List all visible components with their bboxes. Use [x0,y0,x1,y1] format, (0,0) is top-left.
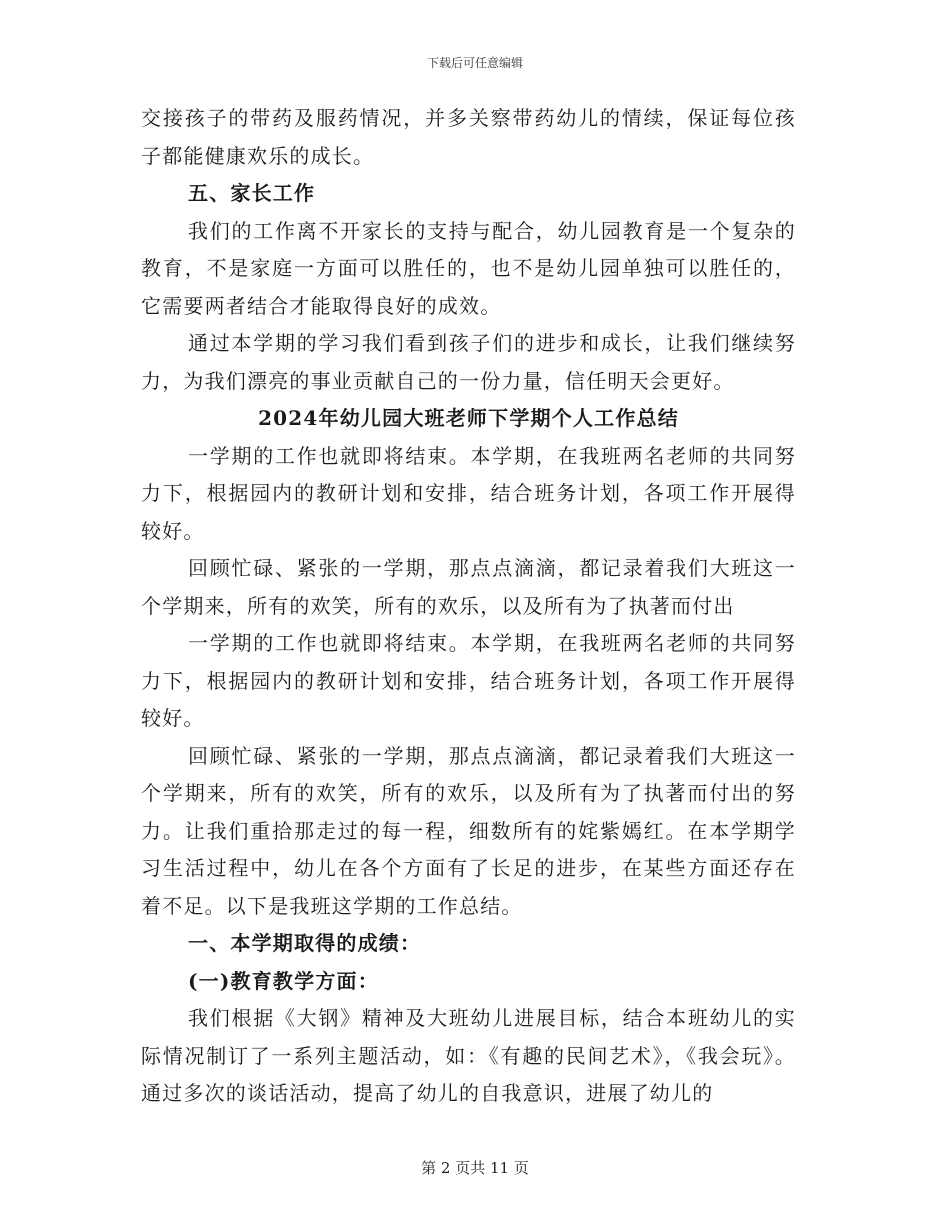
subsection-heading-teaching: (一)教育教学方面： [188,968,379,993]
section-heading-achievements: 一、本学期取得的成绩： [188,931,422,955]
paragraph-semester-progress: 通过本学期的学习我们看到孩子们的进步和成长，让我们继续努力，为我们漂亮的事业贡献自己的一份力量，信任明天会更好。 [141,331,796,393]
paragraph-review-full: 回顾忙碌、紧张的一学期，那点点滴滴，都记录着我们大班这一个学期来，所有的欢笑，所有的欢乐，以及所有为了执著而付出的努力。让我们重拾那走过的每一程，细数所有的姹紫嫣红。在本学期学习生活过程中，幼儿在各个方面有了长足的进步，在某些方面还存在着不足。以下是我班这学期的工作总结。 [141,743,796,918]
paragraph-intro: 一学期的工作也就即将结束。本学期，在我班两名老师的共同努力下，根据园内的教研计划和安排，结合班务计划，各项工作开展得较好。 [141,443,796,543]
section-heading-parent-work: 五、家长工作 [188,181,316,205]
paragraph-teaching: 我们根据《大钢》精神及大班幼儿进展目标，结合本班幼儿的实际情况制订了一系列主题活动，如：《有趣的民间艺术》，《我会玩》。通过多次的谈话活动，提高了幼儿的自我意识，进展了幼儿的 [141,1006,796,1105]
paragraph-review: 回顾忙碌、紧张的一学期，那点点滴滴，都记录着我们大班这一个学期来，所有的欢笑，所有的欢乐，以及所有为了执著而付出 [141,556,796,618]
page-header: 下载后可任意编辑 [426,56,523,70]
paragraph-continuation: 交接孩子的带药及服药情况，并多关察带药幼儿的情续，保证每位孩子都能健康欢乐的成长。 [141,106,796,168]
page-footer: 第 2 页共 11 页 [421,1159,529,1177]
paragraph-parent-support: 我们的工作离不开家长的支持与配合，幼儿园教育是一个复杂的教育，不是家庭一方面可以胜任的，也不是幼儿园单独可以胜任的，它需要两者结合才能取得良好的成效。 [141,218,796,318]
document-body [141,100,796,1113]
paragraph-intro-repeat: 一学期的工作也就即将结束。本学期，在我班两名老师的共同努力下，根据园内的教研计划和安排，结合班务计划，各项工作开展得较好。 [141,631,796,730]
document-title: 2024年幼儿园大班老师下学期个人工作总结 [258,406,679,430]
